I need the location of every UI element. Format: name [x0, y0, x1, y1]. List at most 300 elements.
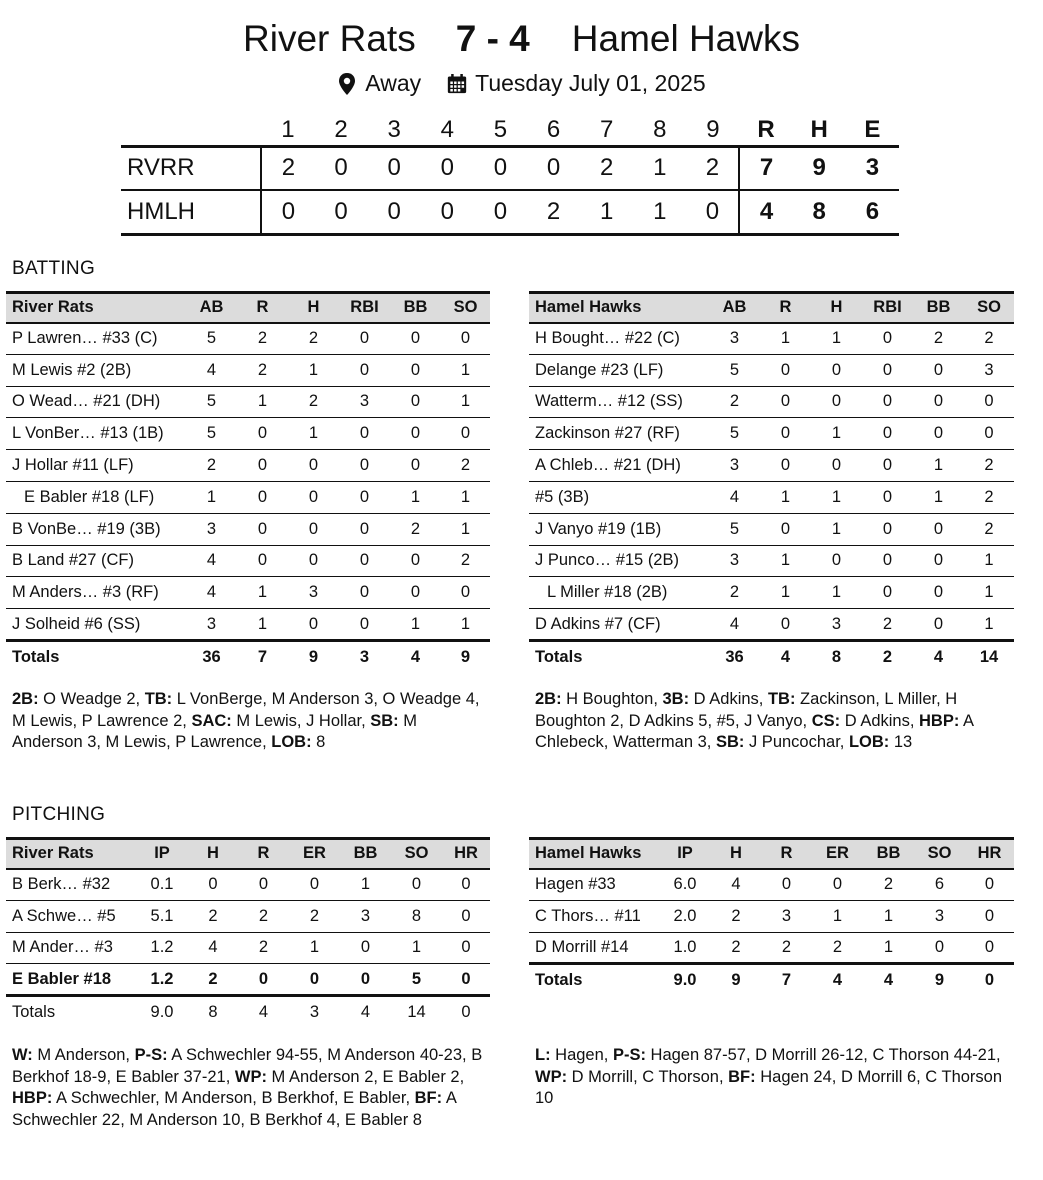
batter-row: [529, 418, 1014, 450]
stat-value: 0: [862, 513, 913, 545]
note-value: 8: [311, 733, 326, 751]
stat-value: 2: [913, 323, 964, 355]
stat-value: 0: [862, 323, 913, 355]
stat-value: 3: [288, 577, 339, 609]
stat-value: 0: [812, 869, 863, 901]
note-value: A Schwechler 94-55, M Anderson 40-23, B Berkhof 18-9, E Babler 37-21,: [12, 1046, 483, 1086]
batter-row: [6, 609, 490, 641]
totals-value: 36: [725, 647, 744, 666]
stat-value: 4: [186, 577, 237, 609]
stat-value: 0: [965, 900, 1014, 932]
stat-value: 2: [812, 932, 863, 964]
player-name: A Schwe… #5: [6, 900, 136, 932]
totals-row: [529, 640, 1014, 672]
totals-value: 9.0: [150, 1002, 174, 1021]
batter-row: [529, 513, 1014, 545]
inning-score: 0: [421, 146, 474, 190]
stat-value: 1: [913, 450, 964, 482]
stat-value: 0: [390, 323, 441, 355]
stat-value: 2: [188, 900, 238, 932]
totals-value: 7: [781, 971, 792, 990]
player-name: H Bought… #22 (C): [529, 323, 709, 355]
stat-value: 1: [391, 932, 442, 964]
stat-value: 2: [709, 577, 760, 609]
stat-column-header: H: [811, 293, 862, 323]
linescore-team: HMLH: [121, 190, 261, 234]
batting-notes-away: [535, 689, 1013, 754]
player-name: J Vanyo #19 (1B): [529, 513, 709, 545]
stat-value: 0: [965, 869, 1014, 901]
stat-value: 5: [709, 418, 760, 450]
player-name: L VonBer… #13 (1B): [6, 418, 186, 450]
note-value: L VonBerge, M Anderson 3, O Weadge 4, M Lewis, P Lawrence 2,: [12, 690, 480, 730]
player-name: M Anders… #3 (RF): [6, 577, 186, 609]
stat-value: 0: [811, 450, 862, 482]
stat-value: 1: [811, 323, 862, 355]
inning-score: 2: [686, 146, 739, 190]
note-key: SB:: [715, 733, 745, 751]
batter-row: [529, 609, 1014, 641]
stat-value: 0: [862, 450, 913, 482]
stat-value: 0: [761, 869, 812, 901]
stat-value: 0: [238, 869, 289, 901]
inning-score: 1: [633, 190, 686, 234]
note-key: 2B:: [12, 690, 39, 708]
note-key: HBP:: [919, 711, 960, 730]
stat-value: 2: [709, 386, 760, 418]
batter-row: [529, 545, 1014, 577]
note-value: Hagen 87-57, D Morrill 26-12, C Thorson 44-21,: [645, 1046, 1001, 1064]
batting-table-away: [529, 291, 1014, 672]
stat-value: 1: [441, 386, 490, 418]
stat-column-header: SO: [441, 293, 490, 323]
batting-notes-home: [12, 689, 490, 754]
stat-value: 1: [913, 481, 964, 513]
stat-value: 0: [760, 609, 811, 641]
player-name: E Babler #18: [6, 964, 136, 996]
inning-header: 3: [387, 116, 401, 144]
stat-value: 5.1: [136, 900, 188, 932]
note-value: Hagen 24, D Morrill 6, C Thorson 10: [535, 1067, 1003, 1107]
stat-value: 0: [862, 418, 913, 450]
stat-value: 1: [390, 609, 441, 641]
stat-value: 0: [390, 577, 441, 609]
inning-score: 2: [580, 146, 633, 190]
batter-row: [6, 481, 490, 513]
note-key: WP:: [535, 1067, 568, 1086]
pitching-section-label: PITCHING: [12, 804, 106, 825]
total-hits: 8: [793, 190, 846, 234]
stat-value: 0: [390, 450, 441, 482]
stat-value: 0: [339, 545, 390, 577]
date-text: Tuesday July 01, 2025: [475, 70, 706, 96]
stat-value: 0: [340, 932, 391, 964]
stat-value: 1: [186, 481, 237, 513]
stat-value: 1.0: [659, 932, 711, 964]
player-name: P Lawren… #33 (C): [6, 323, 186, 355]
linescore-table: [121, 116, 899, 236]
stat-column-header: RBI: [862, 293, 913, 323]
note-key: TB:: [767, 690, 796, 708]
stat-value: 2: [711, 932, 761, 964]
note-key: HBP:: [12, 1089, 53, 1107]
stat-value: 0: [441, 323, 490, 355]
totals-value: 4: [883, 971, 894, 990]
linescore-row-away: [121, 190, 899, 234]
stat-value: 0: [289, 869, 340, 901]
game-header: [0, 18, 1043, 97]
stat-value: 0: [339, 418, 390, 450]
stat-value: 2: [289, 900, 340, 932]
total-runs: 7: [739, 146, 792, 190]
note-key: L:: [535, 1046, 551, 1064]
pitcher-row: [6, 900, 490, 932]
note-value: J Puncochar,: [744, 733, 849, 751]
note-key: W:: [12, 1046, 33, 1064]
totals-value: 7: [257, 647, 268, 666]
stat-value: 3: [709, 545, 760, 577]
totals-value: 9: [308, 647, 319, 666]
stat-value: 2: [237, 323, 288, 355]
totals-value: 36: [202, 647, 221, 666]
batter-row: [6, 545, 490, 577]
batting-section-label: BATTING: [12, 258, 96, 279]
stat-value: 1: [811, 481, 862, 513]
stat-column-header: SO: [391, 839, 442, 869]
totals-value: 4: [258, 1002, 269, 1021]
stat-column-header: AB: [186, 293, 237, 323]
batter-row: [529, 386, 1014, 418]
player-name: D Adkins #7 (CF): [529, 609, 709, 641]
stat-value: 1: [760, 545, 811, 577]
stat-value: 0: [390, 354, 441, 386]
pitcher-row: [6, 964, 490, 996]
stat-value: 0: [339, 450, 390, 482]
stat-column-header: R: [761, 839, 812, 869]
inning-header: 8: [653, 116, 667, 144]
note-key: LOB:: [848, 733, 890, 751]
stat-value: 0: [237, 450, 288, 482]
stat-value: 4: [188, 932, 238, 964]
total-runs: 4: [739, 190, 792, 234]
player-name: J Hollar #11 (LF): [6, 450, 186, 482]
stat-column-header: BB: [340, 839, 391, 869]
stat-value: 0: [760, 386, 811, 418]
totals-value: 4: [360, 1002, 371, 1021]
stat-column-header: IP: [136, 839, 188, 869]
note-key: 2B:: [535, 690, 562, 708]
note-key: SAC:: [191, 711, 232, 730]
totals-value: 3: [309, 1002, 320, 1021]
inning-header: 1: [281, 116, 295, 144]
stat-value: 3: [186, 513, 237, 545]
stat-value: 0: [913, 577, 964, 609]
stat-value: 0: [913, 418, 964, 450]
totals-value: 0: [461, 1002, 471, 1021]
player-name: D Morrill #14: [529, 932, 659, 964]
stat-value: 0: [862, 386, 913, 418]
stat-value: 5: [186, 323, 237, 355]
player-name: Zackinson #27 (RF): [529, 418, 709, 450]
stat-column-header: HR: [965, 839, 1014, 869]
totals-value: 14: [407, 1002, 426, 1021]
stat-value: 0: [964, 418, 1014, 450]
totals-value: 4: [933, 647, 944, 666]
pitcher-row: [529, 932, 1014, 964]
stat-column-header: R: [238, 839, 289, 869]
pitcher-row: [6, 869, 490, 901]
player-name: L Miller #18 (2B): [529, 577, 709, 609]
stat-column-header: H: [188, 839, 238, 869]
stat-value: 0: [238, 964, 289, 996]
stat-value: 3: [709, 450, 760, 482]
stat-column-header: AB: [709, 293, 760, 323]
stat-value: 1: [863, 900, 914, 932]
stat-value: 0: [441, 418, 490, 450]
stat-value: 1: [237, 386, 288, 418]
final-score: 7 - 4: [455, 18, 530, 59]
stat-value: 1: [811, 513, 862, 545]
stat-value: 0.1: [136, 869, 188, 901]
note-value: A Schwechler 22, M Anderson 10, B Berkhof 4, E Babler 8: [12, 1089, 456, 1129]
stat-value: 0: [390, 545, 441, 577]
stat-value: 2: [188, 964, 238, 996]
stat-value: 1: [812, 900, 863, 932]
stat-value: 0: [811, 386, 862, 418]
note-value: Hagen,: [550, 1046, 613, 1064]
inning-header: 7: [599, 116, 614, 144]
inning-header: 4: [440, 116, 454, 144]
stat-value: 1: [760, 323, 811, 355]
stat-value: 2: [711, 900, 761, 932]
stat-value: 3: [339, 386, 390, 418]
table-header-row: [529, 839, 1014, 869]
player-name: E Babler #18 (LF): [6, 481, 186, 513]
calendar-icon: [447, 72, 467, 96]
stat-value: 0: [760, 354, 811, 386]
hits-header: H: [810, 116, 828, 144]
stat-value: 3: [914, 900, 965, 932]
stat-value: 1: [441, 513, 490, 545]
stat-value: 0: [442, 869, 490, 901]
errors-header: E: [864, 116, 881, 144]
batter-row: [529, 481, 1014, 513]
totals-value: 3: [359, 647, 370, 666]
note-key: CS:: [811, 711, 841, 730]
stat-value: 0: [913, 354, 964, 386]
totals-row: [6, 996, 490, 1028]
stat-column-header: H: [711, 839, 761, 869]
stat-value: 3: [709, 323, 760, 355]
stat-value: 0: [442, 964, 490, 996]
stat-value: 3: [964, 354, 1014, 386]
stat-value: 0: [862, 481, 913, 513]
note-value: D Morrill, C Thorson,: [567, 1067, 729, 1086]
stat-column-header: HR: [442, 839, 490, 869]
totals-label: Totals: [535, 647, 583, 666]
stat-value: 0: [913, 545, 964, 577]
stat-value: 2: [964, 450, 1014, 482]
inning-score: 0: [474, 190, 527, 234]
inning-score: 0: [368, 146, 421, 190]
batter-row: [6, 513, 490, 545]
stat-value: 1: [964, 609, 1014, 641]
stat-value: 5: [186, 386, 237, 418]
stat-value: 1: [441, 481, 490, 513]
table-header-row: [6, 293, 490, 323]
inning-score: 2: [261, 146, 314, 190]
stat-value: 2: [238, 900, 289, 932]
player-name: J Punco… #15 (2B): [529, 545, 709, 577]
stat-value: 1: [441, 354, 490, 386]
note-value: D Adkins,: [689, 690, 768, 708]
pitching-notes-home: [12, 1045, 492, 1131]
stat-value: 4: [186, 354, 237, 386]
stat-value: 0: [760, 513, 811, 545]
stat-value: 0: [913, 386, 964, 418]
inning-score: 0: [368, 190, 421, 234]
note-value: M Anderson,: [32, 1046, 135, 1064]
stat-value: 1: [237, 609, 288, 641]
stat-value: 1: [811, 418, 862, 450]
totals-value: 9: [934, 971, 945, 990]
batter-row: [6, 450, 490, 482]
batter-row: [529, 450, 1014, 482]
location: [337, 70, 421, 97]
player-name: B Berk… #32: [6, 869, 136, 901]
stat-value: 1: [390, 481, 441, 513]
stat-value: 1: [863, 932, 914, 964]
team-column-header: Hamel Hawks: [529, 839, 659, 869]
stat-value: 0: [390, 386, 441, 418]
stat-value: 0: [288, 545, 339, 577]
stat-value: 2: [238, 932, 289, 964]
batter-row: [529, 577, 1014, 609]
totals-value: 8: [208, 1002, 218, 1021]
stat-value: 2: [237, 354, 288, 386]
game-date: [447, 70, 706, 97]
batter-row: [6, 323, 490, 355]
stat-value: 5: [391, 964, 442, 996]
note-key: 3B:: [662, 690, 690, 708]
note-key: WP:: [234, 1067, 267, 1086]
inning-score: 0: [474, 146, 527, 190]
stat-column-header: H: [288, 293, 339, 323]
stat-value: 2: [964, 513, 1014, 545]
note-key: BF:: [414, 1089, 443, 1107]
stat-value: 2: [441, 545, 490, 577]
totals-value: 2: [882, 647, 893, 666]
stat-value: 0: [237, 513, 288, 545]
stat-value: 0: [442, 900, 490, 932]
stat-value: 0: [339, 323, 390, 355]
stat-value: 0: [811, 354, 862, 386]
stat-value: 0: [913, 609, 964, 641]
inning-score: 1: [580, 190, 633, 234]
stat-value: 5: [709, 354, 760, 386]
inning-score: 0: [314, 146, 367, 190]
stat-value: 2: [761, 932, 812, 964]
stat-value: 0: [237, 545, 288, 577]
table-header-row: [529, 293, 1014, 323]
team-column-header: River Rats: [6, 839, 136, 869]
game-meta: [0, 70, 1043, 97]
stat-value: 1: [760, 577, 811, 609]
stat-column-header: SO: [914, 839, 965, 869]
note-value: M Anderson 3, M Lewis, P Lawrence,: [12, 711, 418, 751]
pitching-notes-away: [535, 1045, 1019, 1110]
stat-value: 0: [914, 932, 965, 964]
stat-value: 0: [340, 964, 391, 996]
stat-column-header: SO: [964, 293, 1014, 323]
stat-value: 6: [914, 869, 965, 901]
stat-value: 3: [340, 900, 391, 932]
stat-value: 0: [288, 450, 339, 482]
stat-value: 2: [186, 450, 237, 482]
totals-value: 14: [979, 647, 999, 666]
stat-value: 5: [709, 513, 760, 545]
total-errors: 3: [846, 146, 899, 190]
stat-column-header: ER: [289, 839, 340, 869]
stat-value: 0: [288, 609, 339, 641]
player-name: O Wead… #21 (DH): [6, 386, 186, 418]
totals-row: [6, 640, 490, 672]
pitching-table-away: [529, 837, 1014, 996]
table-header-row: [6, 839, 490, 869]
stat-value: 4: [711, 869, 761, 901]
note-key: TB:: [144, 690, 173, 708]
player-name: B VonBe… #19 (3B): [6, 513, 186, 545]
stat-value: 1: [964, 577, 1014, 609]
player-name: C Thors… #11: [529, 900, 659, 932]
note-value: A Chlebeck, Watterman 3,: [535, 711, 974, 751]
totals-label: Totals: [535, 971, 583, 990]
stat-value: 0: [965, 932, 1014, 964]
note-key: SB:: [370, 711, 399, 730]
note-value: O Weadge 2,: [38, 690, 145, 708]
stat-value: 0: [339, 577, 390, 609]
stat-value: 0: [339, 513, 390, 545]
stat-value: 0: [289, 964, 340, 996]
stat-value: 6.0: [659, 869, 711, 901]
totals-value: 0: [984, 971, 995, 990]
linescore-team: RVRR: [121, 146, 261, 190]
player-name: #5 (3B): [529, 481, 709, 513]
player-name: M Ander… #3: [6, 932, 136, 964]
totals-value: 4: [410, 647, 421, 666]
inning-score: 0: [421, 190, 474, 234]
stat-value: 1: [811, 577, 862, 609]
totals-value: 8: [831, 647, 842, 666]
stat-value: 0: [862, 545, 913, 577]
stat-column-header: RBI: [339, 293, 390, 323]
note-value: A Schwechler, M Anderson, B Berkhof, E Babler,: [52, 1089, 415, 1107]
stat-value: 2: [390, 513, 441, 545]
inning-score: 1: [633, 146, 686, 190]
totals-value: 9: [731, 971, 741, 990]
totals-value: 9: [460, 647, 471, 666]
stat-value: 0: [288, 513, 339, 545]
note-key: P-S:: [612, 1046, 646, 1064]
stat-value: 4: [709, 609, 760, 641]
location-text: Away: [365, 70, 422, 96]
runs-header: R: [757, 116, 775, 144]
inning-header: 9: [706, 116, 720, 144]
linescore-corner: [121, 116, 261, 146]
batter-row: [529, 354, 1014, 386]
note-key: P-S:: [134, 1046, 168, 1064]
inning-header: 6: [546, 116, 561, 144]
